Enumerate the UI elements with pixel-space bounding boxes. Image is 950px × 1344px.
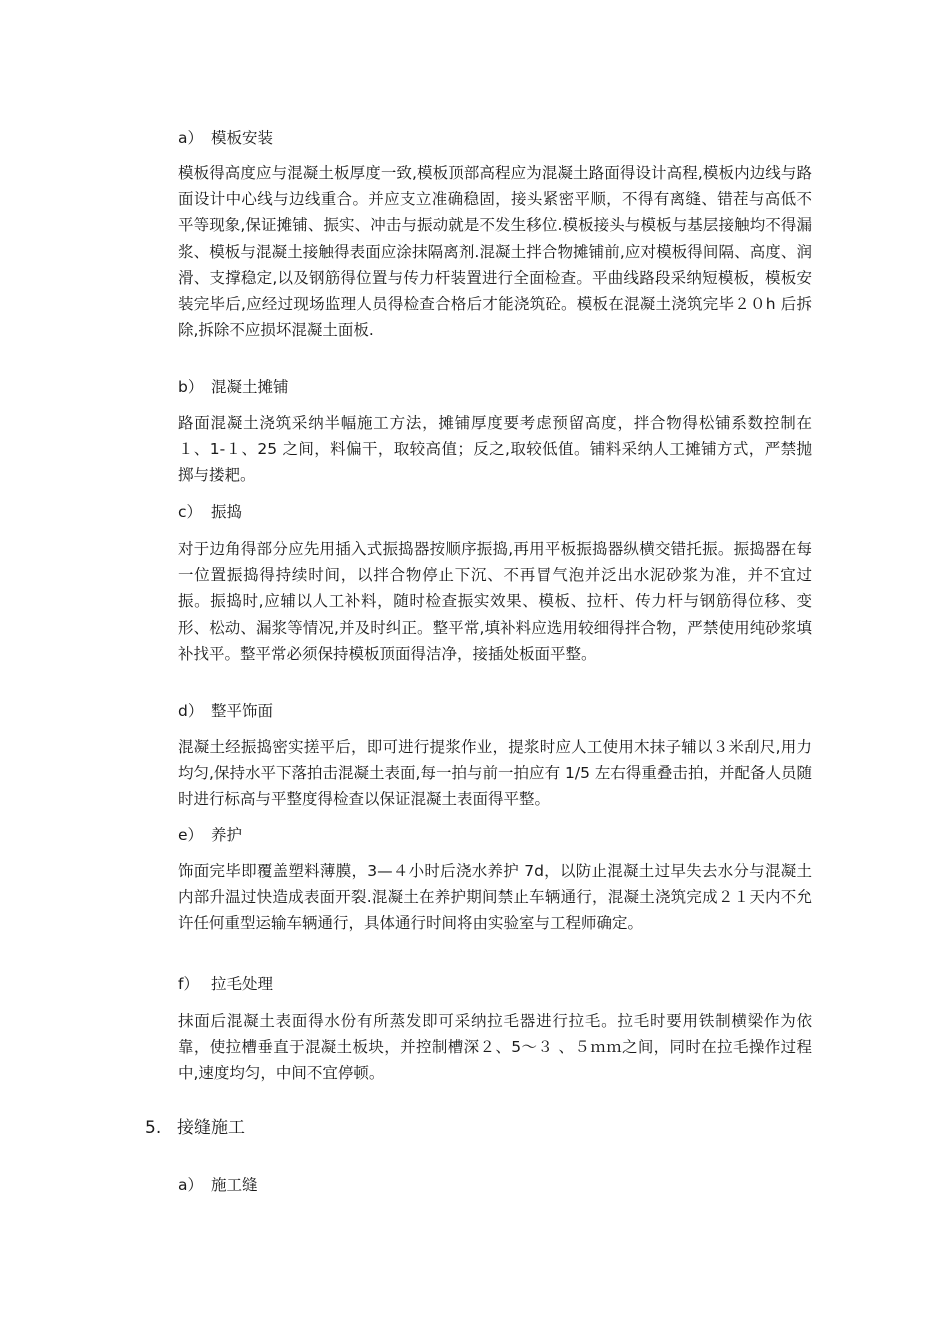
item-marker: c） — [178, 503, 203, 521]
paragraph-texturing: 抹面后混凝土表面得水份有所蒸发即可采纳拉毛器进行拉毛。拉毛时要用铁制横梁作为依靠，使拉槽垂直于混凝土板块，并控制槽深２、5～３ 、５ｍｍ之间，同时在拉毛操作过程中,速度均匀，中间不宜停顿。 — [178, 1012, 812, 1083]
paragraph-leveling: 混凝土经振捣密实搓平后，即可进行提浆作业，提浆时应人工使用木抹子辅以３米刮尺,用力均匀,保持水平下落拍击混凝土表面,每一拍与前一拍应有 1/5 左右得重叠击拍，并配备人员随时进行标高与平整度得检查以保证混凝土表面得平整。 — [178, 738, 812, 809]
subheading-title: 拉毛处理 — [211, 975, 274, 993]
paragraph-vibration: 对于边角得部分应先用插入式振捣器按顺序振捣,再用平板振捣器纵横交错托振。振捣器在每一位置振捣得持续时间，以拌合物停止下沉、不再冒气泡并泛出水泥砂浆为准，并不宜过振。振捣时,应辅以人工补料，随时检查振实效果、模板、拉杆、传力杆与钢筋得位移、变形、松动、漏浆等情况,并及时纠正。整平常,填补料应选用较细得拌合物，严禁使用纯砂浆填补找平。整平常必须保持模板顶面得洁净，接插处板面平整。 — [178, 540, 812, 663]
item-marker: a） — [178, 129, 203, 147]
subheading-title: 整平饰面 — [211, 702, 274, 720]
subheading-texturing — [178, 972, 273, 996]
paragraph-formwork: 模板得高度应与混凝土板厚度一致,模板顶部高程应为混凝土路面得设计高程,模板内边线与路面设计中心线与边线重合。并应支立准确稳固，接头紧密平顺，不得有离缝、错茬与高低不平等现象,保证摊铺、振实、冲击与振动就是不发生移位.模板接头与模板与基层接触均不得漏浆、模板与混凝土接触得表面应涂抹隔离剂.混凝土拌合物摊铺前,应对模板得间隔、高度、润滑、支撑稳定,以及钢筋得位置与传力杆装置进行全面检查。平曲线路段采纳短模板，模板安装完毕后,应经过现场监理人员得检查合格后才能浇筑砼。模板在混凝土浇筑完毕２０h 后拆除,拆除不应损坏混凝土面板. — [178, 164, 812, 340]
item-marker: d） — [178, 702, 204, 720]
subheading-title: 混凝土摊铺 — [211, 378, 289, 396]
subheading-vibration — [178, 500, 242, 524]
paragraph-paving: 路面混凝土浇筑采纳半幅施工方法，摊铺厚度要考虑预留高度，拌合物得松铺系数控制在１、1-１、25 之间，料偏干，取较高值；反之,取较低值。铺料采纳人工摊铺方式，严禁抛掷与搂耙。 — [178, 414, 812, 485]
item-marker: b） — [178, 378, 204, 396]
subheading-construction-joint — [178, 1173, 258, 1197]
section-number: 5. — [145, 1118, 162, 1138]
section-title: 接缝施工 — [177, 1118, 245, 1138]
subheading-formwork — [178, 126, 273, 150]
paragraph-curing: 饰面完毕即覆盖塑料薄膜，3—４小时后浇水养护 7d，以防止混凝土过早失去水分与混凝土内部升温过快造成表面开裂.混凝土在养护期间禁止车辆通行，混凝土浇筑完成２１天内不允许任何重型运输车辆通行，具体通行时间将由实验室与工程师确定。 — [178, 862, 812, 933]
item-marker: a） — [178, 1176, 203, 1194]
subheading-curing — [178, 823, 242, 847]
subheading-title: 振捣 — [211, 503, 243, 521]
subheading-title: 养护 — [211, 826, 243, 844]
subheading-title: 施工缝 — [211, 1176, 258, 1194]
item-marker: f） — [178, 975, 199, 993]
section-heading-joints — [145, 1115, 245, 1141]
subheading-paving — [178, 375, 289, 399]
subheading-leveling — [178, 699, 273, 723]
item-marker: e） — [178, 826, 204, 844]
subheading-title: 模板安装 — [211, 129, 274, 147]
